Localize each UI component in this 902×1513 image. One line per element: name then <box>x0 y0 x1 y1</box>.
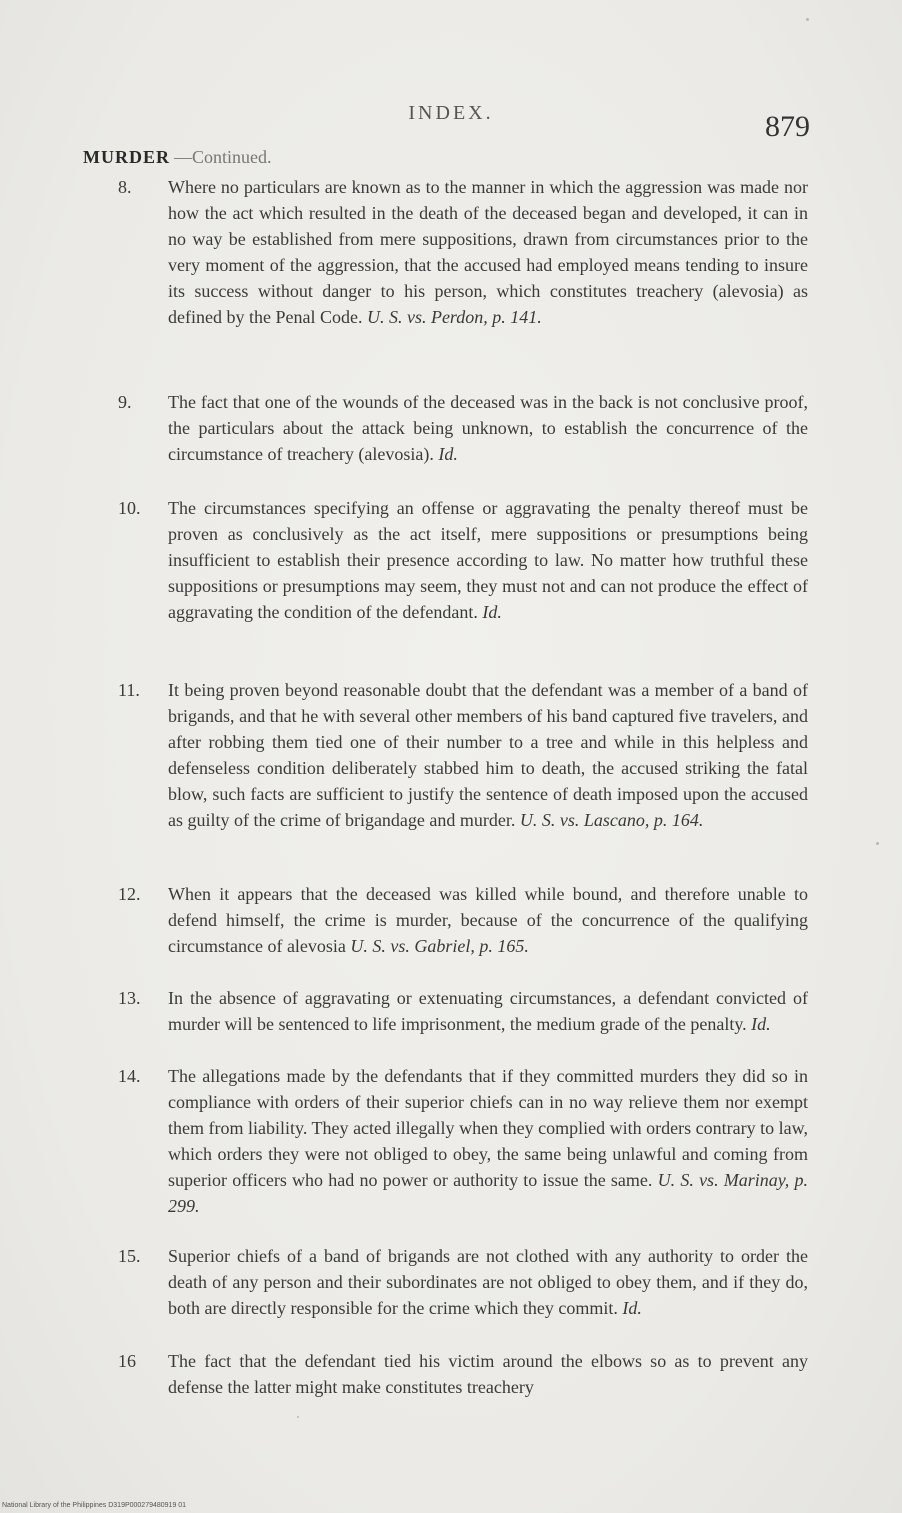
index-entry-11 <box>118 677 808 833</box>
index-entry-14 <box>118 1063 808 1219</box>
paper-speck <box>297 1416 299 1418</box>
index-entry-13 <box>118 985 808 1037</box>
entry-number: 10. <box>118 498 141 518</box>
paper-speck <box>876 842 879 845</box>
index-entry-9 <box>118 389 808 467</box>
entry-text: The fact that one of the wounds of the deceased was in the back is not conclusive proof, the particulars about the attack being unknown, to establish the concurrence of the circumstance of treachery (alevosia). <box>168 392 808 464</box>
entry-number: 13. <box>118 988 141 1008</box>
entry-text: In the absence of aggravating or extenuating circumstances, a defendant convicted of murder will be sentenced to life imprisonment, the medium grade of the penalty. <box>168 988 808 1034</box>
entry-citation: U. S. vs. Gabriel, p. 165. <box>350 936 529 956</box>
entry-number: 16 <box>118 1351 136 1371</box>
entry-number: 14. <box>118 1066 141 1086</box>
section-term: MURDER <box>83 147 170 167</box>
entry-citation: Id. <box>622 1298 642 1318</box>
entry-text: It being proven beyond reasonable doubt that the defendant was a member of a band of brigands, and that he with several other members of his band captured five travelers, and after robbing them tied one of their number to a tree and while in this helpless and defenseless condition deliberately stabbed him to death, the accused striking the fatal blow, such facts are sufficient to justify the sentence of death imposed upon the accused as guilty of the crime of brigandage and murder. <box>168 680 808 830</box>
entry-citation: U. S. vs. Perdon, p. 141. <box>366 307 542 327</box>
entry-text: Where no particulars are known as to the manner in which the aggression was made nor how the act which resulted in the death of the deceased began and developed, it can in no way be established from mere suppositions, drawn from circumstances prior to the very moment of the aggression, that the accused had employed means tending to insure its success without danger to his person, which constitutes treachery (alevosia) as defined by the Penal Code. <box>168 177 808 327</box>
entry-text: The fact that the defendant tied his victim around the elbows so as to prevent any defense the latter might make constitutes treachery <box>168 1351 808 1397</box>
entry-number: 15. <box>118 1246 141 1266</box>
index-entry-12 <box>118 881 808 959</box>
entry-text: When it appears that the deceased was killed while bound, and therefore unable to defend himself, the crime is murder, because of the concurrence of the qualifying circumstance of alevosia <box>168 884 808 956</box>
index-entry-8 <box>118 174 808 330</box>
paper-speck <box>806 18 809 21</box>
section-heading <box>83 147 272 168</box>
entry-number: 12. <box>118 884 141 904</box>
index-entry-15 <box>118 1243 808 1321</box>
entry-citation: Id. <box>751 1014 771 1034</box>
entry-number: 8. <box>118 177 132 197</box>
entry-text: The circumstances specifying an offense or aggravating the penalty thereof must be proven as conclusively as the act itself, mere suppositions or presumptions being insufficient to establish their presence according to law. No matter how truthful these suppositions or presumptions may seem, they must not and can not produce the effect of aggravating the condition of the defendant. <box>168 498 808 622</box>
section-continued: —Continued. <box>174 147 272 167</box>
entry-text: The allegations made by the defendants that if they committed murders they did so in compliance with orders of their superior chiefs can in no way relieve them nor exempt them from liability. They acted illegally when they complied with orders contrary to law, which orders they were not obliged to obey, the same being unlawful and coming from superior officers who had no power or authority to issue the same. <box>168 1066 808 1190</box>
entry-citation: Id. <box>482 602 502 622</box>
entry-number: 11. <box>118 680 140 700</box>
running-head-title: INDEX. <box>408 102 494 124</box>
index-entry-10 <box>118 495 808 625</box>
entry-text: Superior chiefs of a band of brigands are not clothed with any authority to order the death of any person and their subordinates are not obliged to obey them, and if they do, both are directly responsible for the crime which they commit. <box>168 1246 808 1318</box>
page-number: 879 <box>765 110 810 143</box>
scan-footer: National Library of the Philippines D319P000279480919 01 <box>2 1502 187 1509</box>
entry-citation: U. S. vs. Lascano, p. 164. <box>519 810 704 830</box>
entry-citation: U. S. vs. Marinay, p. 299. <box>168 1170 808 1216</box>
index-entry-16 <box>118 1348 808 1400</box>
entry-number: 9. <box>118 392 132 412</box>
entry-citation: Id. <box>438 444 458 464</box>
